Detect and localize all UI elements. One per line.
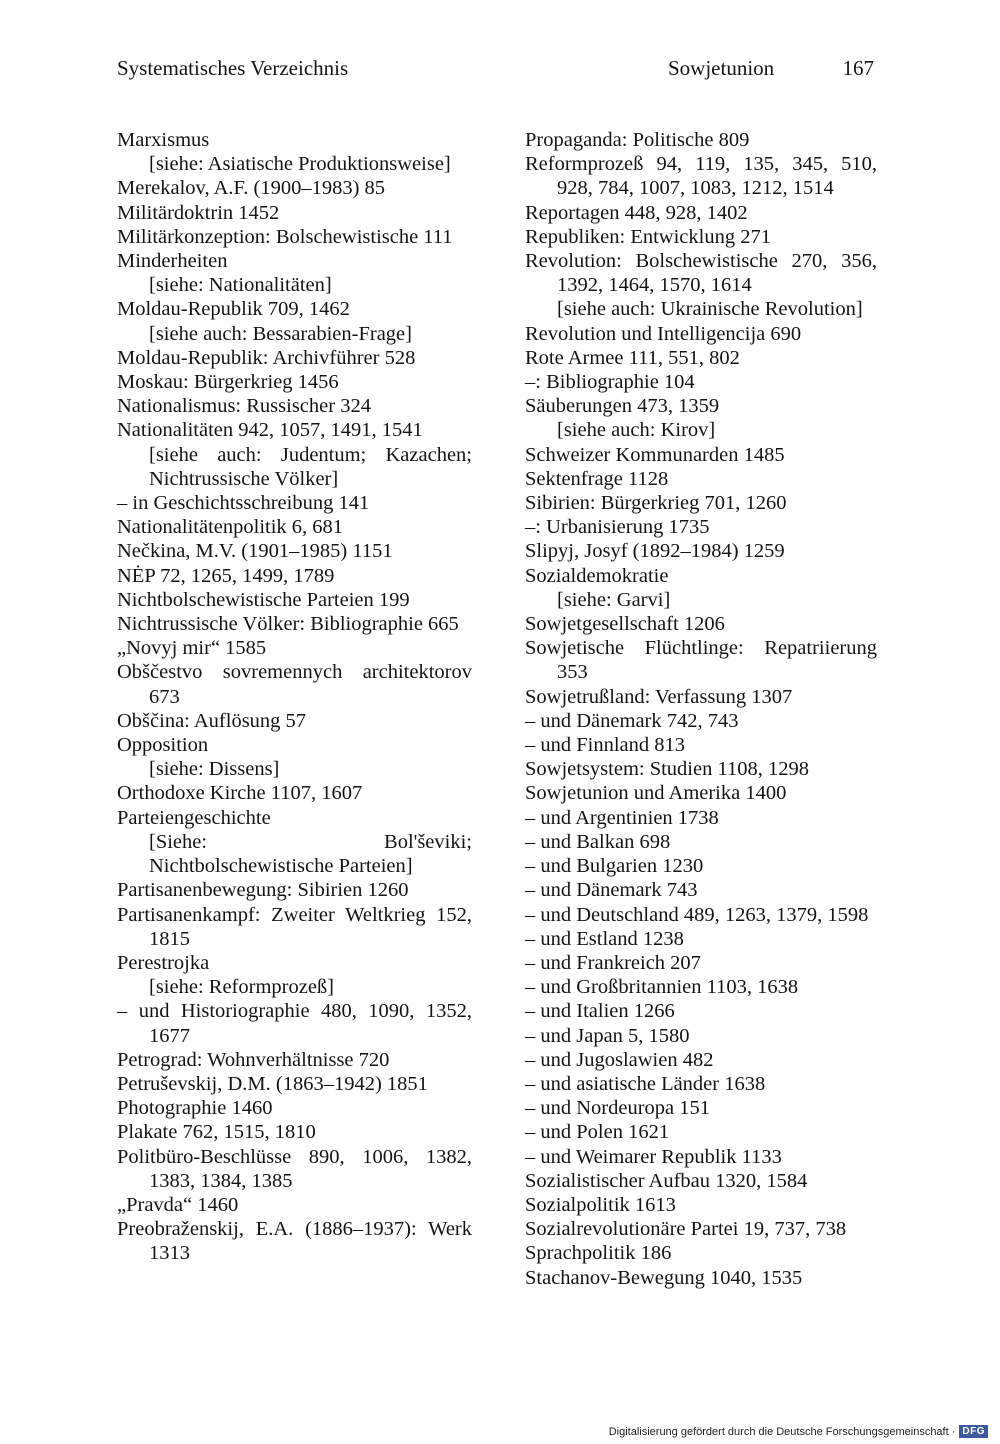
index-entry: Sowjetrußland: Verfassung 1307 [525, 685, 793, 708]
index-cross-reference: [siehe: Nationalitäten] [149, 274, 332, 297]
index-entry: – und Frankreich 207 [525, 951, 701, 974]
index-column-right [525, 128, 877, 1290]
index-entry: Sprachpolitik 186 [525, 1242, 672, 1265]
index-entry: Marxismus [117, 129, 210, 151]
index-entry: Nichtbolschewistische Parteien 199 [117, 588, 410, 611]
index-entry: – und Polen 1621 [525, 1121, 670, 1144]
index-entry: Sowjetische Flüchtlinge: Repatriierung 353 [525, 637, 877, 684]
index-entry: – und Großbritannien 1103, 1638 [525, 976, 799, 999]
index-entry: Nečkina, M.V. (1901–1985) 1151 [117, 540, 393, 563]
index-entry: Preobraženskij, E.A. (1886–1937): Werk 1313 [117, 1218, 472, 1265]
index-cross-reference: [siehe auch: Bessarabien-Frage] [149, 322, 412, 345]
index-entry: Slipyj, Josyf (1892–1984) 1259 [525, 540, 785, 563]
index-entry: – und Weimarer Republik 1133 [525, 1145, 782, 1168]
index-entry: Moskau: Bürgerkrieg 1456 [117, 371, 339, 394]
index-entry: Militärdoktrin 1452 [117, 201, 280, 224]
index-entry: Propaganda: Politische 809 [525, 129, 750, 151]
index-entry: – und Nordeuropa 151 [525, 1097, 711, 1120]
index-entry: – und Argentinien 1738 [525, 806, 719, 829]
index-entry: Rote Armee 111, 551, 802 [525, 346, 740, 369]
index-entry: – und Dänemark 742, 743 [525, 709, 739, 732]
index-entry: – und Jugoslawien 482 [525, 1048, 714, 1071]
index-entry: Obščina: Auflösung 57 [117, 709, 307, 732]
index-entry: Sowjetgesellschaft 1206 [525, 613, 725, 636]
index-entry: –: Bibliographie 104 [525, 371, 695, 394]
index-entry: Partisanenkampf: Zweiter Weltkrieg 152, 1815 [117, 903, 472, 950]
section-title: Sowjetunion [668, 56, 775, 80]
index-entry: Nationalitätenpolitik 6, 681 [117, 516, 344, 539]
page-header [117, 56, 874, 86]
index-entry: Reportagen 448, 928, 1402 [525, 201, 748, 224]
index-entry: Moldau-Republik 709, 1462 [117, 298, 350, 321]
index-entry: Moldau-Republik: Archivführer 528 [117, 346, 416, 369]
index-entry: Opposition [117, 734, 209, 757]
index-entry: Revolution und Intelligencija 690 [525, 322, 802, 345]
index-entry: – und Historiographie 480, 1090, 1352, 1677 [117, 1000, 472, 1047]
index-entry: – und asiatische Länder 1638 [525, 1072, 766, 1095]
index-entry: Sozialistischer Aufbau 1320, 1584 [525, 1169, 808, 1192]
index-entry: Militärkonzeption: Bolschewistische 111 [117, 225, 453, 248]
index-entry: Plakate 762, 1515, 1810 [117, 1121, 316, 1144]
index-entry: Sowjetsystem: Studien 1108, 1298 [525, 758, 809, 781]
index-cross-reference: [siehe: Garvi] [557, 588, 671, 611]
index-entry: Sozialpolitik 1613 [525, 1193, 676, 1216]
index-entry: – und Dänemark 743 [525, 879, 698, 902]
index-entry: Säuberungen 473, 1359 [525, 395, 720, 418]
index-cross-reference: [siehe auch: Judentum; Kazachen; Nichtrussische Völker] [149, 443, 472, 490]
index-entry: „Pravda“ 1460 [117, 1193, 239, 1216]
index-entry: – in Geschichtsschreibung 141 [117, 492, 370, 515]
index-entry: – und Deutschland 489, 1263, 1379, 1598 [525, 903, 869, 926]
index-entry: Schweizer Kommunarden 1485 [525, 443, 785, 466]
index-entry: – und Italien 1266 [525, 1000, 675, 1023]
index-entry: Sektenfrage 1128 [525, 467, 669, 490]
index-entry: Revolution: Bolschewistische 270, 356, 1392, 1464, 1570, 1614 [525, 250, 877, 297]
index-entry: Parteiengeschichte [117, 806, 271, 829]
index-entry: Republiken: Entwicklung 271 [525, 225, 771, 248]
index-entry: – und Finnland 813 [525, 734, 686, 757]
index-entry: Politbüro-Beschlüsse 890, 1006, 1382, 1383, 1384, 1385 [117, 1145, 472, 1192]
index-cross-reference: [siehe: Asiatische Produktionsweise] [149, 153, 451, 176]
index-column-left [117, 128, 472, 1266]
index-entry: Nationalismus: Russischer 324 [117, 395, 371, 418]
index-entry: Petruševskij, D.M. (1863–1942) 1851 [117, 1072, 428, 1095]
index-cross-reference: [siehe: Reformprozeß] [149, 976, 334, 999]
index-entry: Partisanenbewegung: Sibirien 1260 [117, 879, 409, 902]
footer-text: Digitalisierung gefördert durch die Deutsche Forschungsgemeinschaft · [608, 1425, 956, 1438]
index-entry: Orthodoxe Kirche 1107, 1607 [117, 782, 363, 805]
index-cross-reference: [siehe auch: Ukrainische Revolution] [557, 298, 863, 321]
index-entry: Sozialrevolutionäre Partei 19, 737, 738 [525, 1218, 847, 1241]
index-entry: Reformprozeß 94, 119, 135, 345, 510, 928, 784, 1007, 1083, 1212, 1514 [525, 153, 877, 200]
dfg-logo: DFG [959, 1425, 988, 1438]
index-entry: Petrograd: Wohnverhältnisse 720 [117, 1048, 390, 1071]
index-cross-reference: [siehe auch: Kirov] [557, 419, 716, 442]
index-entry: – und Bulgarien 1230 [525, 855, 704, 878]
running-title: Systematisches Verzeichnis [117, 56, 349, 80]
index-entry: –: Urbanisierung 1735 [525, 516, 710, 539]
index-entry: Nationalitäten 942, 1057, 1491, 1541 [117, 419, 423, 442]
index-entry: Minderheiten [117, 250, 228, 273]
index-entry: Nichtrussische Völker: Bibliographie 665 [117, 613, 459, 636]
index-cross-reference: [siehe: Dissens] [149, 758, 280, 781]
index-entry: Sibirien: Bürgerkrieg 701, 1260 [525, 492, 787, 515]
index-entry: Obščestvo sovremennych architektorov 673 [117, 661, 472, 708]
index-entry: NĖP 72, 1265, 1499, 1789 [117, 564, 335, 587]
index-entry: Perestrojka [117, 951, 210, 974]
page-number: 167 [842, 56, 874, 80]
index-entry: „Novyj mir“ 1585 [117, 637, 267, 660]
index-entry: Sowjetunion und Amerika 1400 [525, 782, 787, 805]
digitization-footer [609, 1425, 988, 1438]
index-entry: Sozialdemokratie [525, 564, 669, 587]
index-entry: Photographie 1460 [117, 1097, 273, 1120]
index-entry: Stachanov-Bewegung 1040, 1535 [525, 1266, 803, 1289]
index-cross-reference: [Siehe: Bol'ševiki; Nichtbolschewistische Parteien] [149, 830, 472, 878]
index-entry: – und Balkan 698 [525, 830, 671, 853]
index-entry: – und Japan 5, 1580 [525, 1024, 690, 1047]
index-entry: – und Estland 1238 [525, 927, 684, 950]
index-entry: Merekalov, A.F. (1900–1983) 85 [117, 177, 386, 200]
